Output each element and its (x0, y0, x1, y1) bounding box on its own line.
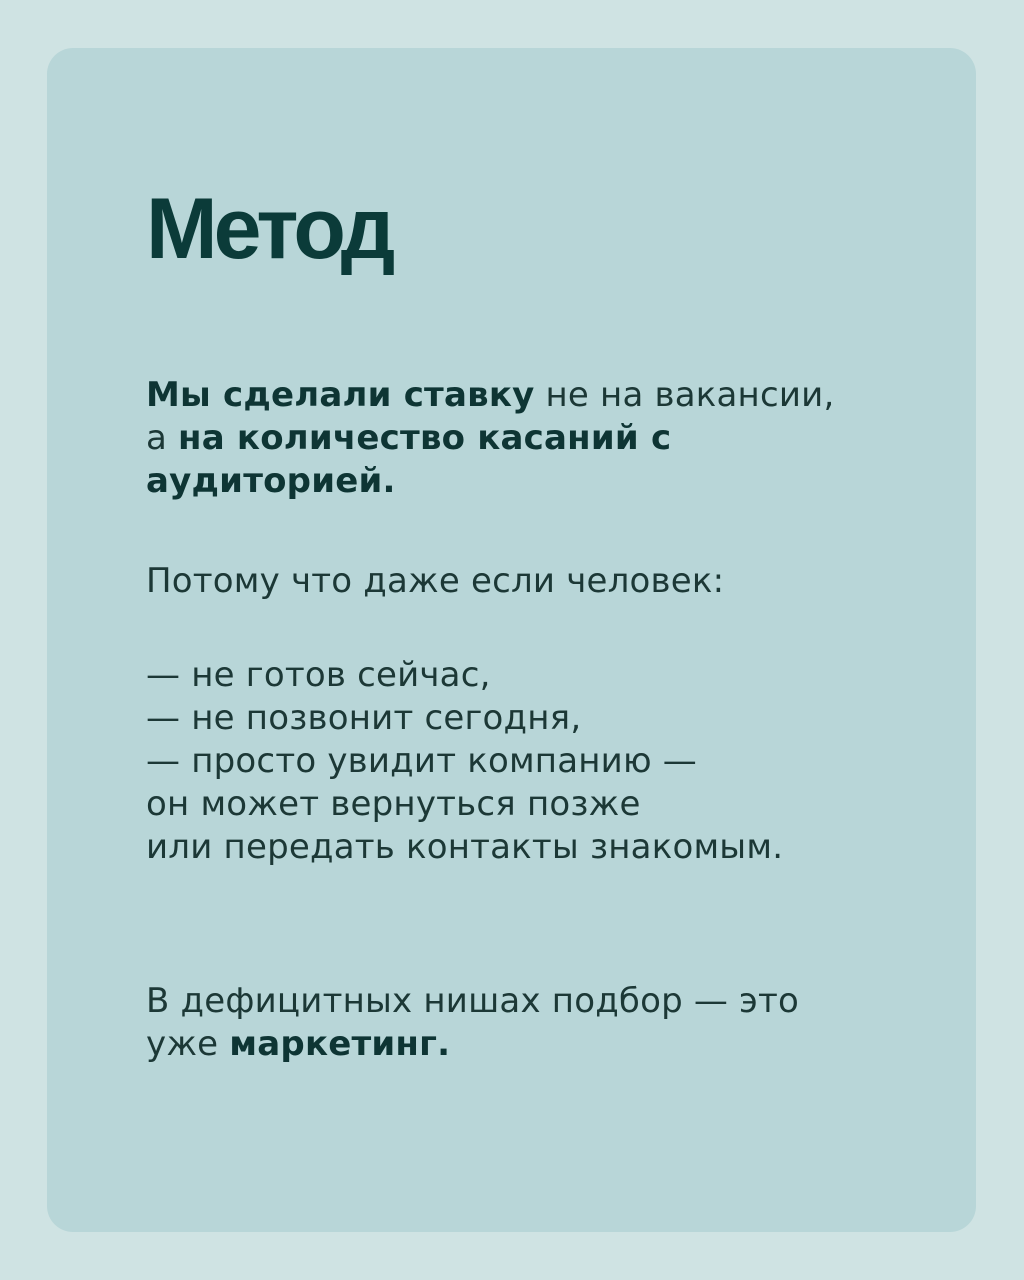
intro-paragraph (146, 374, 834, 503)
list-item: — не готов сейчас, (146, 655, 491, 695)
list-item: — не позвонит сегодня, (146, 698, 582, 738)
reasons-list (146, 654, 783, 869)
intro-line-1 (146, 374, 834, 417)
because-line: Потому что даже если человек: (146, 561, 725, 601)
list-item: или передать контакты знакомым. (146, 827, 784, 867)
intro-bold-stake: Мы сделали ставку (146, 375, 535, 415)
intro-bold-touches: на количество касаний с (178, 418, 672, 458)
outro-line-1: В дефицитных нишах подбор — это (146, 981, 799, 1021)
intro-line2-start: а (146, 418, 179, 458)
intro-line-2 (146, 417, 834, 460)
outro-line2-start: уже (146, 1024, 230, 1064)
list-item: — просто увидит компанию — (146, 741, 698, 781)
list-item: он может вернуться позже (146, 784, 641, 824)
outro-paragraph (146, 980, 799, 1066)
outro-line-2 (146, 1023, 799, 1066)
intro-bold-audience: аудиторией. (146, 461, 396, 501)
slide-title: Метод (146, 181, 392, 277)
intro-rest: не на вакансии, (534, 375, 835, 415)
outro-bold-marketing: маркетинг. (229, 1024, 451, 1064)
